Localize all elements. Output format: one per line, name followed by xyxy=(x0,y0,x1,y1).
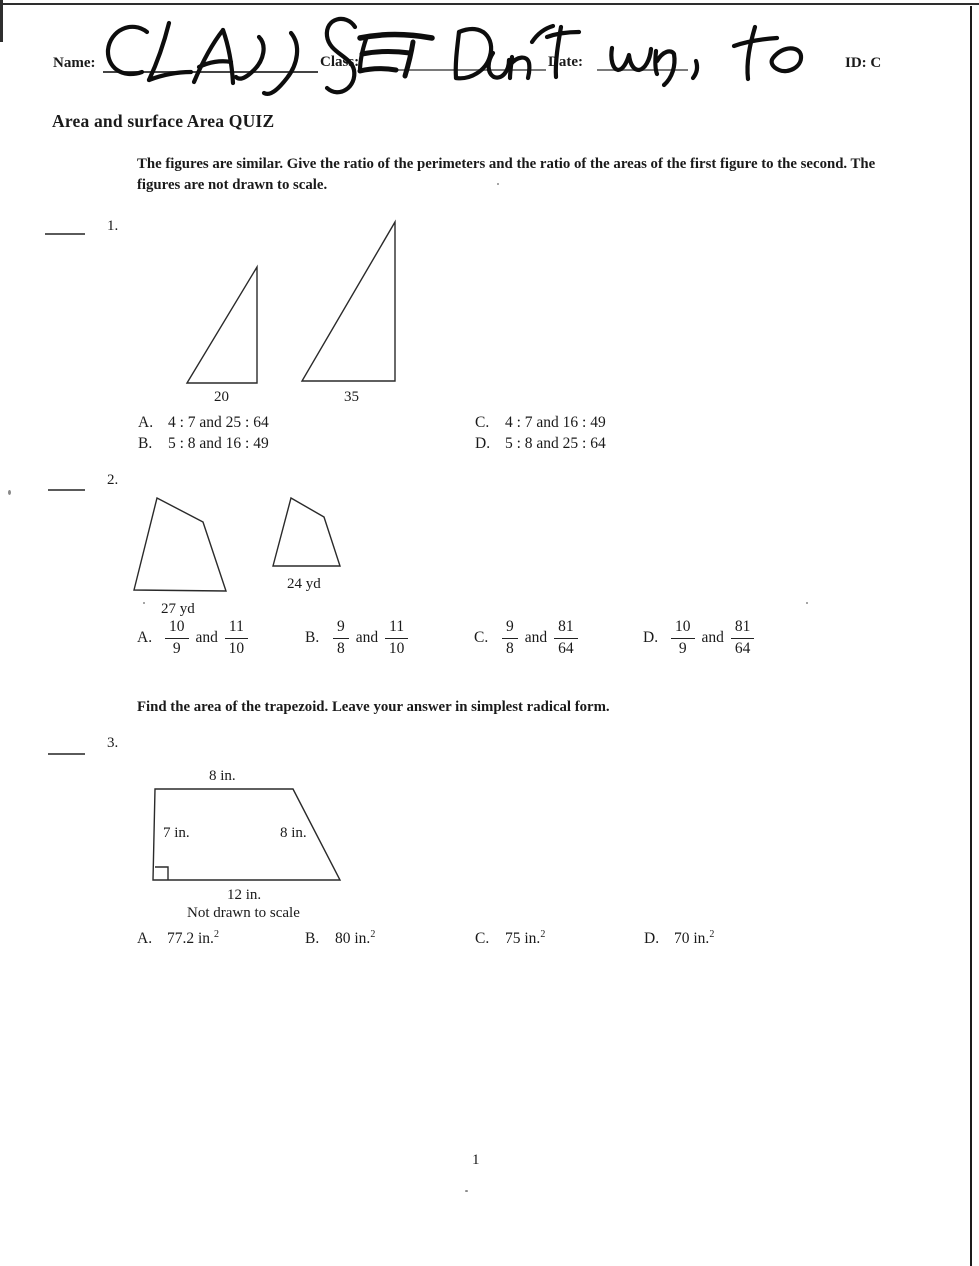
q2-choice-a xyxy=(137,619,248,657)
date-label: Date: xyxy=(548,54,583,70)
choice-letter: A. xyxy=(137,930,153,948)
q3-answer-blank xyxy=(48,753,85,755)
conjunction: and xyxy=(355,629,379,647)
q2-small-quadrilateral xyxy=(273,498,340,566)
q3-scale-note: Not drawn to scale xyxy=(187,905,300,921)
fraction: $\frac{81}{64}$ xyxy=(554,619,578,657)
fraction: $\frac{11}{10}$ xyxy=(225,619,248,657)
class-label: Class: xyxy=(320,54,360,70)
conjunction: and xyxy=(701,629,724,647)
q3-choice-a xyxy=(137,929,219,948)
choice-exponent: 2 xyxy=(709,929,715,940)
choice-letter: C. xyxy=(474,629,489,647)
q1-number: 1. xyxy=(107,218,119,234)
instruction-similar-figures: The figures are similar. Give the ratio of the perimeters and the ratio of the areas of the first figure to the second. The figures are not drawn to scale. xyxy=(137,156,876,193)
choice-letter: C. xyxy=(475,414,490,431)
choice-letter: D. xyxy=(643,629,659,647)
fraction: $\frac{10}{9}$ xyxy=(165,619,189,657)
q1-answer-blank xyxy=(45,233,85,235)
q3-top-label: 8 in. xyxy=(209,768,236,784)
choice-letter: A. xyxy=(138,414,154,431)
choice-exponent: 2 xyxy=(213,929,219,940)
choice-text: 75 in. xyxy=(505,930,541,948)
q2-choice-c xyxy=(474,619,578,657)
page-number: 1 xyxy=(472,1152,480,1168)
choice-exponent: 2 xyxy=(370,929,376,940)
conjunction: and xyxy=(524,629,548,647)
choice-text: 77.2 in. xyxy=(167,930,214,948)
conjunction: and xyxy=(195,629,218,647)
q2-large-quadrilateral xyxy=(134,498,226,591)
q1-choice-d xyxy=(475,435,606,453)
choice-letter: B. xyxy=(305,930,320,948)
choice-text: 4 : 7 and 16 : 49 xyxy=(505,414,606,431)
id-label: ID: C xyxy=(845,55,882,71)
scan-speck xyxy=(806,602,808,604)
q1-choice-b xyxy=(138,435,269,453)
page-title: Area and surface Area QUIZ xyxy=(52,111,275,131)
q2-choice-b xyxy=(305,619,408,657)
q2-number: 2. xyxy=(107,472,119,488)
choice-letter: D. xyxy=(475,435,491,452)
choice-text: 4 : 7 and 25 : 64 xyxy=(168,414,269,431)
q3-choice-c xyxy=(475,929,545,948)
q3-bottom-label: 12 in. xyxy=(227,887,262,903)
choice-exponent: 2 xyxy=(540,929,546,940)
q2-answer-blank xyxy=(48,489,85,491)
choice-text: 5 : 8 and 16 : 49 xyxy=(168,435,269,452)
q2-large-quad-label: 27 yd xyxy=(161,601,195,617)
choice-text: 5 : 8 and 25 : 64 xyxy=(505,435,606,452)
choice-letter: B. xyxy=(138,435,153,452)
q1-choice-c xyxy=(475,414,606,432)
q1-choice-a xyxy=(138,414,269,432)
fraction: $\frac{81}{64}$ xyxy=(731,619,755,657)
name-label: Name: xyxy=(53,55,96,71)
q3-number: 3. xyxy=(107,735,119,751)
q3-left-label: 7 in. xyxy=(163,825,190,841)
q1-large-triangle xyxy=(302,222,395,381)
choice-text: 70 in. xyxy=(674,930,710,948)
q3-right-label: 8 in. xyxy=(280,825,307,841)
instruction-trapezoid: Find the area of the trapezoid. Leave your answer in simplest radical form. xyxy=(137,699,610,715)
q1-small-triangle-label: 20 xyxy=(214,389,229,405)
q3-choice-d xyxy=(644,929,714,948)
choice-letter: C. xyxy=(475,930,490,948)
scan-speck xyxy=(465,1190,468,1192)
fraction: $\frac{10}{9}$ xyxy=(671,619,695,657)
q1-small-triangle xyxy=(187,267,257,383)
choice-text: 80 in. xyxy=(335,930,371,948)
scan-speck xyxy=(143,602,145,604)
choice-letter: A. xyxy=(137,629,153,647)
choice-letter: B. xyxy=(305,629,320,647)
scan-speck xyxy=(8,490,11,495)
fraction: $\frac{11}{10}$ xyxy=(385,619,408,657)
q2-small-quad-label: 24 yd xyxy=(287,576,321,592)
fraction: $\frac{9}{8}$ xyxy=(502,619,518,657)
q2-choice-d xyxy=(643,619,754,657)
q1-large-triangle-label: 35 xyxy=(344,389,359,405)
q3-right-angle-marker xyxy=(155,867,168,880)
scan-speck xyxy=(497,183,499,185)
fraction: $\frac{9}{8}$ xyxy=(333,619,349,657)
choice-letter: D. xyxy=(644,930,660,948)
q3-choice-b xyxy=(305,929,375,948)
